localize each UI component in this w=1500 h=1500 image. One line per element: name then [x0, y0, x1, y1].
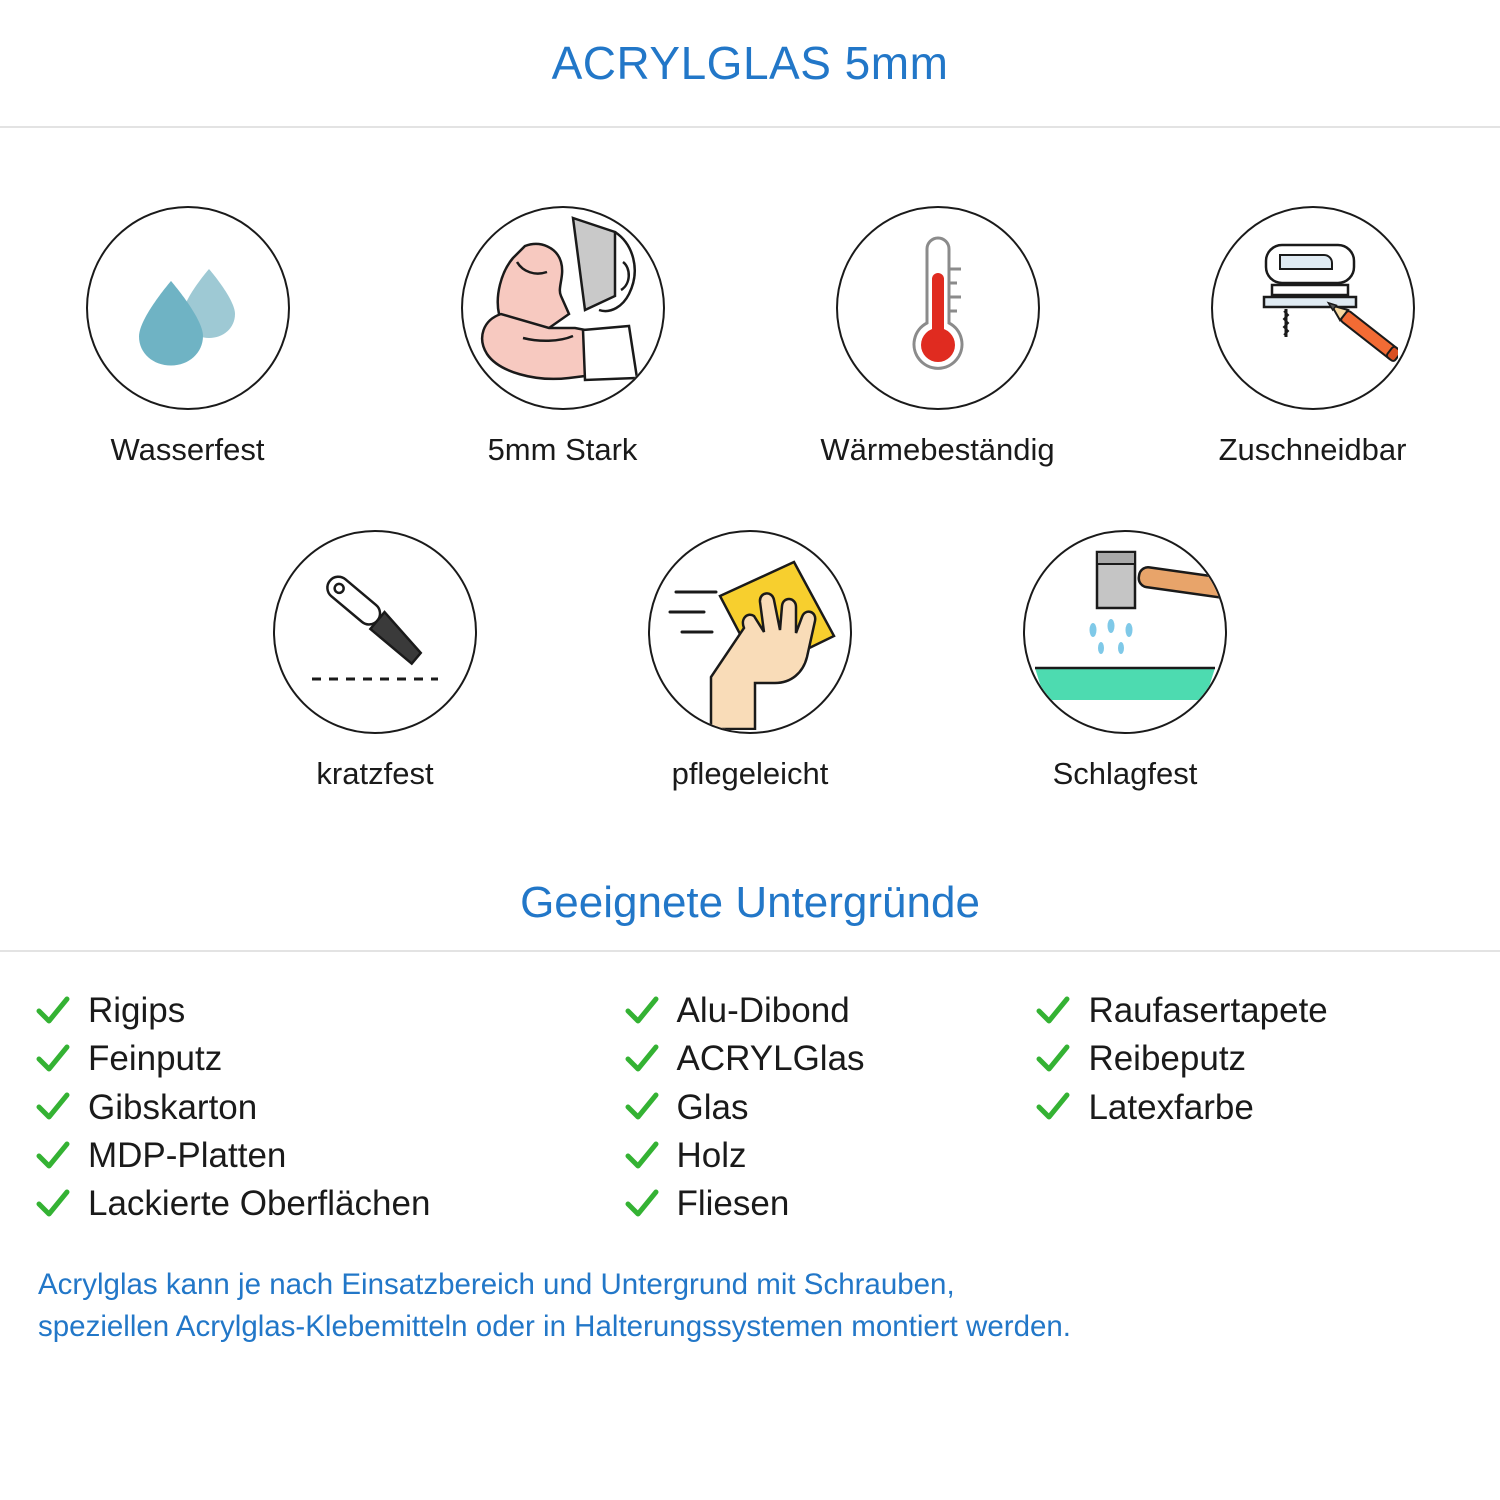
feature-icon-circle: [1211, 206, 1415, 410]
check-icon: [623, 992, 661, 1030]
feature-schlagfest: [983, 530, 1268, 792]
feature-pflegeleicht: [608, 530, 893, 792]
knife-scratch-icon: [290, 547, 460, 717]
checklist-column-1: [34, 990, 623, 1224]
feature-label: Zuschneidbar: [1218, 432, 1407, 467]
feature-icon-circle: [461, 206, 665, 410]
feature-label: Wärmebeständig: [820, 432, 1055, 467]
feature-zuschneidbar: [1170, 206, 1455, 468]
list-item-label: ACRYLGlas: [676, 1039, 865, 1079]
feature-label: kratzfest: [316, 756, 434, 791]
list-item-label: Gibskarton: [88, 1087, 258, 1127]
check-icon: [623, 1185, 661, 1223]
list-item-label: Latexfarbe: [1088, 1087, 1254, 1127]
list-item: [623, 1087, 1035, 1128]
check-icon: [34, 1137, 72, 1175]
list-item-label: Reibeputz: [1088, 1039, 1247, 1079]
check-icon: [623, 1040, 661, 1078]
list-item-label: Alu-Dibond: [676, 991, 850, 1030]
feature-label: pflegeleicht: [671, 756, 829, 791]
list-item-label: Holz: [676, 1135, 747, 1175]
list-item: [34, 990, 623, 1031]
feature-icon-circle: [1023, 530, 1227, 734]
list-item-label: Fliesen: [676, 1184, 790, 1224]
list-item: [623, 1038, 1035, 1079]
section-header: [0, 878, 1500, 952]
feature-label: Schlagfest: [1052, 756, 1198, 791]
feature-icon-circle: [836, 206, 1040, 410]
feature-5mm-stark: [420, 206, 705, 468]
feature-wasserfest: [45, 206, 330, 468]
check-icon: [34, 1040, 72, 1078]
hammer-impact-icon: [1027, 534, 1223, 730]
page-title: ACRYLGLAS 5mm: [551, 37, 949, 89]
check-icon: [34, 992, 72, 1030]
list-item: [34, 1183, 623, 1224]
cleaning-cloth-hand-icon: [652, 534, 848, 730]
feature-waermebestaendig: [795, 206, 1080, 468]
check-icon: [1034, 1040, 1072, 1078]
check-icon: [34, 1185, 72, 1223]
footer-note: [0, 1264, 1500, 1348]
list-item: [1034, 1087, 1466, 1128]
footer-note-line-1: Acrylglas kann je nach Einsatzbereich und Untergrund mit Schrauben,: [38, 1268, 955, 1302]
list-item-label: Feinputz: [88, 1039, 223, 1079]
features-section: [0, 128, 1500, 792]
checklist-column-2: [623, 990, 1035, 1224]
list-item-label: Raufasertapete: [1088, 991, 1328, 1030]
check-icon: [623, 1088, 661, 1126]
list-item: [1034, 990, 1466, 1031]
checklist-column-3: [1034, 990, 1466, 1224]
feature-icon-circle: [273, 530, 477, 734]
feature-label: Wasserfest: [110, 432, 265, 467]
feature-icon-circle: [648, 530, 852, 734]
check-icon: [34, 1088, 72, 1126]
list-item: [1034, 1038, 1466, 1079]
footer-note-line-2: speziellen Acrylglas-Klebemitteln oder in Halterungssystemen montiert werden.: [38, 1310, 1071, 1344]
strong-arm-icon: [465, 210, 661, 406]
check-icon: [623, 1137, 661, 1175]
feature-icon-circle: [86, 206, 290, 410]
feature-kratzfest: [233, 530, 518, 792]
feature-row-2: [0, 530, 1500, 792]
thermometer-icon: [863, 233, 1013, 383]
substrates-checklist: [0, 952, 1500, 1224]
check-icon: [1034, 992, 1072, 1030]
jigsaw-cutter-icon: [1228, 223, 1398, 393]
list-item: [34, 1087, 623, 1128]
list-item-label: Rigips: [88, 991, 186, 1030]
water-drops-icon: [113, 233, 263, 383]
list-item: [623, 1183, 1035, 1224]
list-item: [623, 1135, 1035, 1176]
list-item-label: Glas: [676, 1087, 749, 1127]
header: [0, 0, 1500, 128]
feature-row-1: [0, 206, 1500, 468]
list-item-label: Lackierte Oberflächen: [88, 1184, 431, 1224]
section-title: Geeignete Untergründe: [520, 878, 980, 927]
list-item: [34, 1135, 623, 1176]
list-item-label: MDP-Platten: [88, 1135, 287, 1175]
list-item: [34, 1038, 623, 1079]
feature-label: 5mm Stark: [487, 432, 638, 467]
list-item: [623, 990, 1035, 1031]
check-icon: [1034, 1088, 1072, 1126]
